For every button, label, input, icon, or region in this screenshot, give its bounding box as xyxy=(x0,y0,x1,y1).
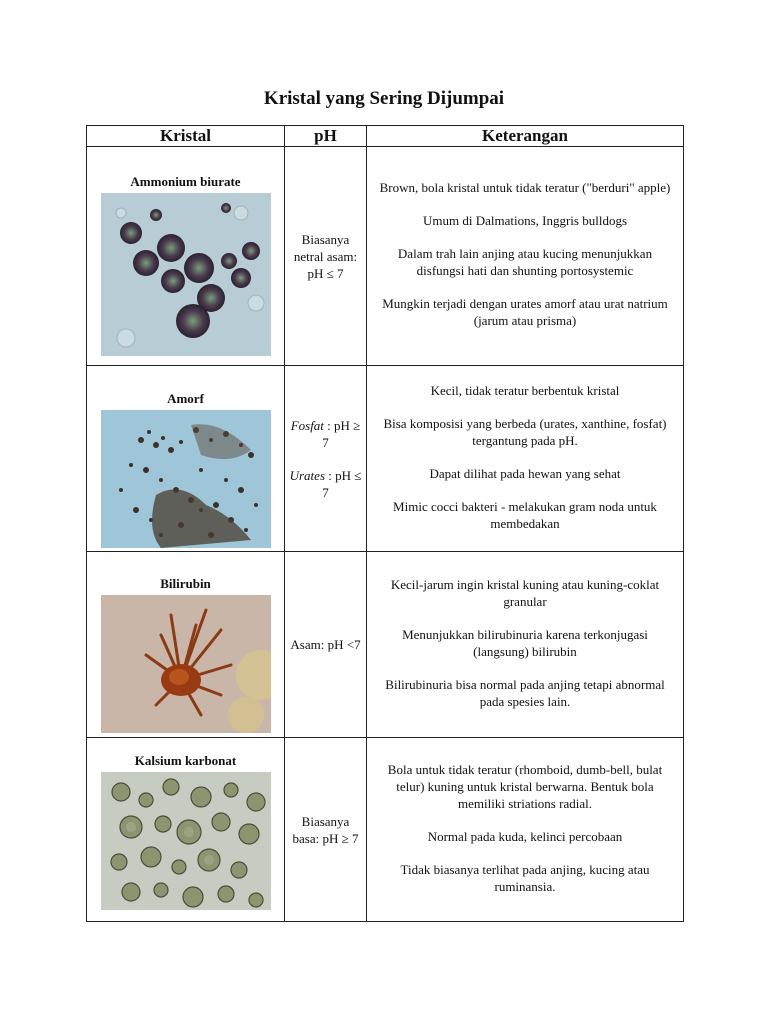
note-text: Normal pada kuda, kelinci percobaan xyxy=(427,828,623,844)
notes-cell xyxy=(367,738,684,922)
crystal-cell xyxy=(87,738,285,922)
crystal-name: Kalsium karbonat xyxy=(134,753,237,768)
notes-cell xyxy=(367,552,684,738)
notes-cell xyxy=(367,366,684,552)
ph-cell xyxy=(285,552,367,738)
table-row xyxy=(87,147,684,366)
table-row xyxy=(87,366,684,552)
ph-cell xyxy=(285,366,367,552)
ph-fosfat-label: Fosfat xyxy=(290,417,324,433)
bilirubin-micrograph xyxy=(101,595,271,733)
header-ph: pH xyxy=(285,126,367,147)
page-title: Kristal yang Sering Dijumpai xyxy=(263,88,505,109)
table-row xyxy=(87,552,684,738)
crystal-table xyxy=(86,125,684,922)
note-text: Mimic cocci bakteri - melakukan gram noda untuk membedakan xyxy=(393,498,657,531)
amorf-micrograph xyxy=(101,410,271,548)
ph-value: Biasanya netral asam: pH ≤ 7 xyxy=(293,231,358,281)
note-text: Bola untuk tidak teratur (rhomboid, dumb-bell, bulat telur) kuning untuk kristal berwarna. Bentuk bola memiliki striations radial. xyxy=(387,761,663,811)
crystal-cell xyxy=(87,552,285,738)
crystal-cell xyxy=(87,147,285,366)
ph-value: Asam: pH <7 xyxy=(290,637,361,652)
note-text: Mungkin terjadi dengan urates amorf atau urat natrium (jarum atau prisma) xyxy=(382,296,668,328)
crystal-name: Bilirubin xyxy=(160,576,211,591)
crystal-cell xyxy=(87,366,285,552)
notes-cell xyxy=(367,147,684,366)
ph-urates-label: Urates xyxy=(289,467,325,483)
table-header-row xyxy=(87,126,684,147)
note-text: Tidak biasanya terlihat pada anjing, kucing atau ruminansia. xyxy=(400,861,650,894)
note-text: Umum di Dalmations, Inggris bulldogs xyxy=(422,213,628,228)
note-text: Dapat dilihat pada hewan yang sehat xyxy=(429,465,621,481)
ph-value: Biasanya basa: pH ≥ 7 xyxy=(292,813,359,846)
note-text: Bisa komposisi yang berbeda (urates, xanthine, fosfat) tergantung pada pH. xyxy=(383,415,667,448)
table-row xyxy=(87,738,684,922)
note-text: Bilirubinuria bisa normal pada anjing tetapi abnormal pada spesies lain. xyxy=(385,676,665,709)
ph-cell xyxy=(285,147,367,366)
crystal-name: Ammonium biurate xyxy=(130,174,241,189)
note-text: Kecil-jarum ingin kristal kuning atau kuning-coklat granular xyxy=(390,576,660,609)
note-text: Menunjukkan bilirubinuria karena terkonjugasi (langsung) bilirubin xyxy=(402,626,648,659)
kalsium-karbonat-micrograph xyxy=(101,772,271,910)
header-keterangan: Keterangan xyxy=(367,126,684,147)
ammonium-biurate-micrograph xyxy=(101,193,271,356)
header-kristal: Kristal xyxy=(87,126,285,147)
ph-fosfat-value: : pH ≥ 7 xyxy=(322,417,361,450)
note-text: Brown, bola kristal untuk tidak teratur ("berduri" apple) xyxy=(379,180,671,195)
ph-urates-value: : pH ≤ 7 xyxy=(322,467,362,500)
ph-cell xyxy=(285,738,367,922)
crystal-name: Amorf xyxy=(167,391,204,406)
note-text: Dalam trah lain anjing atau kucing menunjukkan disfungsi hati dan shunting portosystemic xyxy=(397,246,653,278)
note-text: Kecil, tidak teratur berbentuk kristal xyxy=(430,382,620,398)
